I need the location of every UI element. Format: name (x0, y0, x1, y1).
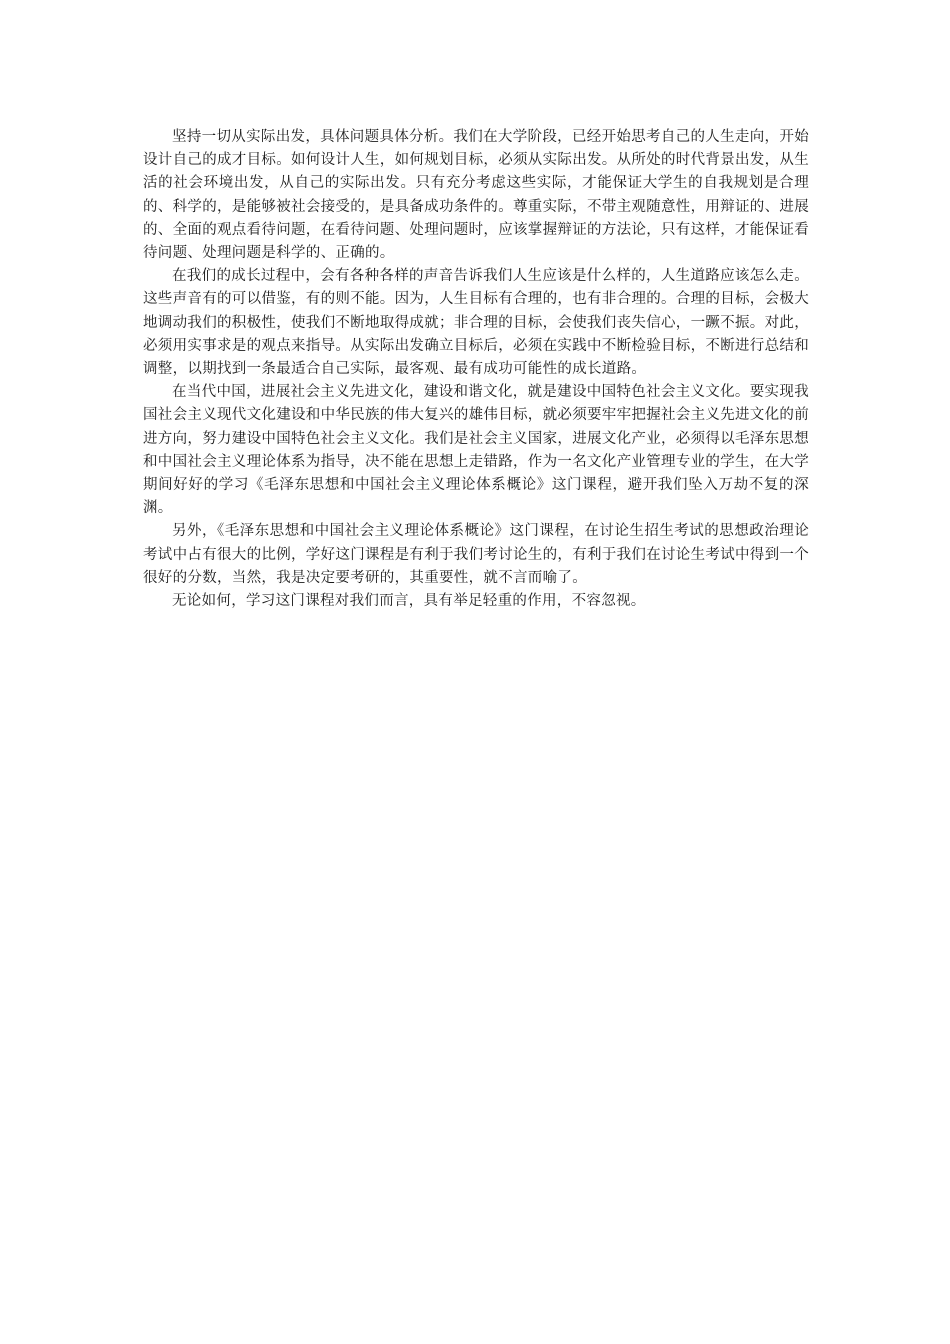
paragraph-4: 另外，《毛泽东思想和中国社会主义理论体系概论》这门课程，在讨论生招生考试的思想政治理论考试中占有很大的比例，学好这门课程是有利于我们考讨论生的，有利于我们在讨论生考试中得到一个很好的分数，当然，我是决定要考研的，其重要性，就不言而喻了。 (143, 523, 809, 586)
paragraph-1: 坚持一切从实际出发，具体问题具体分析。我们在大学阶段，已经开始思考自己的人生走向，开始设计自己的成才目标。如何设计人生，如何规划目标，必须从实际出发。从所处的时代背景出发，从生活的社会环境出发，从自己的实际出发。只有充分考虑这些实际，才能保证大学生的自我规划是合理的、科学的，是能够被社会接受的，是具备成功条件的。尊重实际，不带主观随意性，用辩证的、进展的、全面的观点看待问题，在看待问题、处理问题时，应该掌握辩证的方法论，只有这样，才能保证看待问题、处理问题是科学的、正确的。 (143, 129, 809, 262)
paragraph-2: 在我们的成长过程中，会有各种各样的声音告诉我们人生应该是什么样的，人生道路应该怎么走。这些声音有的可以借鉴，有的则不能。因为，人生目标有合理的，也有非合理的。合理的目标，会极大地调动我们的积极性，使我们不断地取得成就；非合理的目标，会使我们丧失信心，一蹶不振。对此，必须用实事求是的观点来指导。从实际出发确立目标后，必须在实践中不断检验目标，不断进行总结和调整，以期找到一条最适合自己实际，最客观、最有成功可能性的成长道路。 (143, 268, 809, 378)
document-body (143, 126, 809, 613)
paragraph-3: 在当代中国，进展社会主义先进文化，建设和谐文化，就是建设中国特色社会主义文化。要实现我国社会主义现代文化建设和中华民族的伟大复兴的雄伟目标，就必须要牢牢把握社会主义先进文化的前进方向，努力建设中国特色社会主义文化。我们是社会主义国家，进展文化产业，必须得以毛泽东思想和中国社会主义理论体系为指导，决不能在思想上走错路，作为一名文化产业管理专业的学生，在大学期间好好的学习《毛泽东思想和中国社会主义理论体系概论》这门课程，避开我们坠入万劫不复的深渊。 (143, 384, 809, 517)
paragraph-5: 无论如何，学习这门课程对我们而言，具有举足轻重的作用，不容忽视。 (172, 593, 646, 610)
